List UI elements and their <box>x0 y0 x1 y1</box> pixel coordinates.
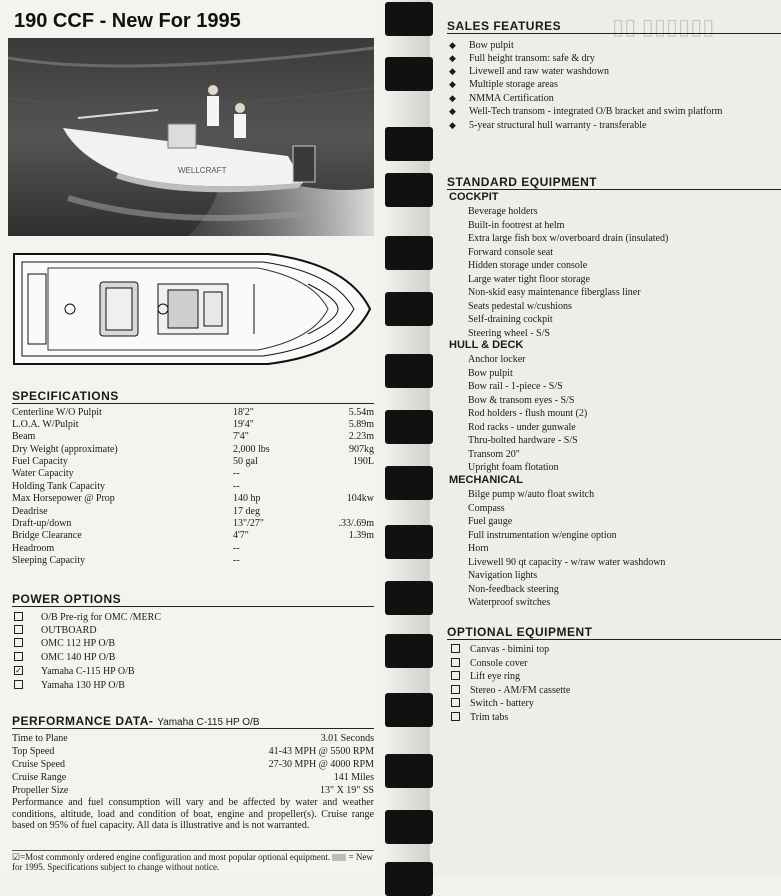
spec-imperial: 140 hp <box>233 493 261 504</box>
deck-plan-drawing <box>8 244 374 374</box>
mechanical-heading: MECHANICAL <box>449 474 523 486</box>
optional-item-label: Stereo - AM/FM cassette <box>470 685 571 696</box>
hull-name-text: WELLCRAFT <box>178 166 227 175</box>
performance-value: 13" X 19" SS <box>319 785 374 796</box>
checkbox <box>451 658 460 667</box>
checkbox <box>14 638 23 647</box>
spec-row <box>12 493 374 504</box>
specifications-heading: SPECIFICATIONS <box>12 389 374 404</box>
bullet-icon: ◆ <box>449 40 456 50</box>
list-item: Upright foam flotation <box>468 462 559 473</box>
deck-plan-image <box>8 244 374 374</box>
list-item: Extra large fish box w/overboard drain (insulated) <box>468 233 669 244</box>
boat-photo <box>8 38 374 236</box>
spec-imperial: 19'4" <box>233 419 254 430</box>
binding-ring <box>385 2 433 36</box>
power-option <box>14 652 115 664</box>
performance-value: 3.01 Seconds <box>320 733 374 744</box>
spec-row <box>12 407 374 418</box>
binding-ring <box>385 754 433 788</box>
power-option <box>14 680 125 692</box>
list-item: Full instrumentation w/engine option <box>468 530 617 541</box>
checkbox <box>451 671 460 680</box>
list-item: Non-skid easy maintenance fiberglass liner <box>468 287 641 298</box>
performance-row <box>12 733 374 745</box>
optional-item <box>451 670 520 683</box>
performance-label: Top Speed <box>12 746 55 757</box>
performance-label: Time to Plane <box>12 733 68 744</box>
spec-metric: 2.23m <box>348 431 374 442</box>
power-option-label: OUTBOARD <box>41 625 97 636</box>
list-item <box>449 65 609 78</box>
checkbox <box>14 680 23 689</box>
optional-item-label: Canvas - bimini top <box>470 644 550 655</box>
bullet-icon: ◆ <box>449 53 456 63</box>
performance-value: 141 Miles <box>333 772 374 783</box>
list-item <box>449 78 558 91</box>
binding-ring <box>385 410 433 444</box>
spec-label: Centerline W/O Pulpit <box>12 407 102 418</box>
checkbox <box>14 625 23 634</box>
optional-item <box>451 697 534 710</box>
list-item: Steering wheel - S/S <box>468 328 550 339</box>
page-title: 190 CCF - New For 1995 <box>14 10 241 32</box>
power-option <box>14 612 161 624</box>
list-item <box>449 92 554 105</box>
list-item: Anchor locker <box>468 354 526 365</box>
performance-title: PERFORMANCE DATA- <box>12 714 154 728</box>
list-item: Compass <box>468 503 505 514</box>
power-option-label: OMC 140 HP O/B <box>41 652 116 663</box>
checkbox <box>451 712 460 721</box>
list-item: Navigation lights <box>468 570 538 581</box>
spec-row <box>12 468 374 479</box>
power-option-label: Yamaha 130 HP O/B <box>41 680 125 691</box>
spec-imperial: 7'4" <box>233 431 249 442</box>
binding-ring <box>385 862 433 896</box>
performance-value: 27-30 MPH @ 4000 RPM <box>268 759 374 770</box>
footnote-text: =Most commonly ordered engine configuration and most popular optional equipment. <box>20 852 331 862</box>
checkbox <box>14 652 23 661</box>
power-options-heading: POWER OPTIONS <box>12 592 374 607</box>
checkbox <box>451 698 460 707</box>
list-item: Built-in footrest at helm <box>468 220 565 231</box>
performance-row <box>12 759 374 771</box>
spec-imperial: -- <box>233 468 240 479</box>
binding-ring <box>385 581 433 615</box>
spec-label: Sleeping Capacity <box>12 555 86 566</box>
spec-metric: 190L <box>352 456 374 467</box>
list-item: Thru-bolted hardware - S/S <box>468 435 578 446</box>
list-item-text: Full height transom: safe & dry <box>469 53 595 64</box>
list-item-text: NMMA Certification <box>469 93 554 104</box>
list-item: Bow pulpit <box>468 368 513 379</box>
spec-row <box>12 506 374 517</box>
list-item: Waterproof switches <box>468 597 551 608</box>
spec-metric: 1.39m <box>348 530 374 541</box>
list-item: Rod racks - under gunwale <box>468 422 576 433</box>
checkbox <box>451 685 460 694</box>
optional-equipment-heading: OPTIONAL EQUIPMENT <box>447 625 781 640</box>
spec-row <box>12 555 374 566</box>
performance-row <box>12 772 374 784</box>
spec-metric: 5.89m <box>348 419 374 430</box>
spec-imperial: -- <box>233 555 240 566</box>
spec-row <box>12 530 374 541</box>
performance-label: Cruise Range <box>12 772 67 783</box>
binding-ring <box>385 127 433 161</box>
spec-metric: 907kg <box>349 444 374 455</box>
list-item: Seats pedestal w/cushions <box>468 301 572 312</box>
list-item: Horn <box>468 543 489 554</box>
binding-ring <box>385 292 433 326</box>
spec-label: Water Capacity <box>12 468 74 479</box>
list-item: Non-feedback steering <box>468 584 559 595</box>
binding-ring <box>385 693 433 727</box>
binding-ring <box>385 525 433 559</box>
checkbox-checked: ✓ <box>15 666 22 676</box>
spec-label: Deadrise <box>12 506 48 517</box>
list-item-text: Multiple storage areas <box>469 79 558 90</box>
spec-label: Bridge Clearance <box>12 530 82 541</box>
bullet-icon: ◆ <box>449 120 456 130</box>
binding-ring <box>385 173 433 207</box>
list-item-text: Well-Tech transom - integrated O/B bracket and swim platform <box>469 106 723 117</box>
optional-item <box>451 643 549 656</box>
checkmark-icon: ☑ <box>12 852 21 862</box>
binding-ring <box>385 634 433 668</box>
standard-equipment-heading: STANDARD EQUIPMENT <box>447 175 781 190</box>
spec-label: Dry Weight (approximate) <box>12 444 118 455</box>
spec-imperial: 50 gal <box>233 456 258 467</box>
spec-imperial: -- <box>233 481 240 492</box>
spec-label: Beam <box>12 431 36 442</box>
spec-row <box>12 543 374 554</box>
sales-features-heading: SALES FEATURES <box>447 19 781 34</box>
list-item: Fuel gauge <box>468 516 513 527</box>
performance-disclaimer: Performance and fuel consumption will vary and be affected by water and weather conditions, altitude, load and condition of boat, engine and propeller(s). Cruise range based on 95% of fuel capacity. All data is illustrative and is not warranted. <box>12 797 374 831</box>
performance-row <box>12 785 374 797</box>
list-item: Livewell 90 qt capacity - w/raw water washdown <box>468 557 666 568</box>
performance-row <box>12 746 374 758</box>
binding-ring <box>385 236 433 270</box>
list-item: Transom 20" <box>468 449 520 460</box>
spec-row <box>12 431 374 442</box>
spec-label: Headroom <box>12 543 55 554</box>
power-option <box>14 625 97 637</box>
list-item: Bow rail - 1-piece - S/S <box>468 381 563 392</box>
bullet-icon: ◆ <box>449 79 456 89</box>
list-item: Beverage holders <box>468 206 538 217</box>
list-item-text: Livewell and raw water washdown <box>469 66 609 77</box>
spec-row <box>12 456 374 467</box>
list-item <box>449 52 595 65</box>
spec-label: L.O.A. W/Pulpit <box>12 419 79 430</box>
binding-ring <box>385 354 433 388</box>
list-item: Forward console seat <box>468 247 553 258</box>
spec-row <box>12 419 374 430</box>
spec-metric: 5.54m <box>348 407 374 418</box>
list-item: Large water tight floor storage <box>468 274 590 285</box>
spec-imperial: 4'7" <box>233 530 249 541</box>
spec-label: Draft-up/down <box>12 518 72 529</box>
spec-imperial: 13"/27" <box>233 518 264 529</box>
power-option <box>14 666 135 678</box>
spec-label: Fuel Capacity <box>12 456 68 467</box>
performance-heading <box>12 714 374 729</box>
bullet-icon: ◆ <box>449 106 456 116</box>
optional-item-label: Lift eye ring <box>470 671 520 682</box>
spec-imperial: 17 deg <box>233 506 260 517</box>
list-item: Hidden storage under console <box>468 260 588 271</box>
list-item <box>449 39 514 52</box>
bullet-icon: ◆ <box>449 66 456 76</box>
performance-value: 41-43 MPH @ 5500 RPM <box>268 746 374 757</box>
footnote-text-new: = New for 1995. Specifications subject to change without notice. <box>12 852 373 872</box>
bleed-through-text: ▯▯ ▯▯▯▯▯▯ <box>612 14 715 39</box>
list-item <box>449 105 722 118</box>
optional-item-label: Trim tabs <box>470 712 509 723</box>
spec-row <box>12 444 374 455</box>
spec-metric: .33/.69m <box>338 518 374 529</box>
spec-imperial: -- <box>233 543 240 554</box>
cockpit-heading: COCKPIT <box>449 191 499 203</box>
spec-label: Holding Tank Capacity <box>12 481 105 492</box>
performance-label: Cruise Speed <box>12 759 66 770</box>
power-option-label: OMC 112 HP O/B <box>41 638 115 649</box>
performance-engine: Yamaha C-115 HP O/B <box>157 717 260 728</box>
list-item: Rod holders - flush mount (2) <box>468 408 588 419</box>
spec-row <box>12 518 374 529</box>
optional-item <box>451 684 570 697</box>
optional-item-label: Console cover <box>470 658 528 669</box>
spec-row <box>12 481 374 492</box>
hull-deck-heading: HULL & DECK <box>449 339 524 351</box>
binding-ring <box>385 466 433 500</box>
list-item: Self-draining cockpit <box>468 314 553 325</box>
bullet-icon: ◆ <box>449 93 456 103</box>
list-item: Bow & transom eyes - S/S <box>468 395 575 406</box>
list-item <box>449 119 646 132</box>
spec-label: Max Horsepower @ Prop <box>12 493 115 504</box>
list-item-text: 5-year structural hull warranty - transferable <box>469 120 647 131</box>
footnote <box>12 850 374 872</box>
spec-imperial: 18'2" <box>233 407 254 418</box>
power-option-label: O/B Pre-rig for OMC /MERC <box>41 612 161 623</box>
new-for-1995-swatch <box>332 854 346 861</box>
binding-ring <box>385 57 433 91</box>
list-item: Bilge pump w/auto float switch <box>468 489 595 500</box>
power-option-label: Yamaha C-115 HP O/B <box>41 666 135 677</box>
performance-label: Propeller Size <box>12 785 69 796</box>
checkbox <box>14 612 23 621</box>
power-option <box>14 638 115 650</box>
spec-metric: 104kw <box>346 493 374 504</box>
list-item-text: Bow pulpit <box>469 40 514 51</box>
binding-ring <box>385 810 433 844</box>
checkbox <box>451 644 460 653</box>
spec-imperial: 2,000 lbs <box>233 444 270 455</box>
optional-item <box>451 657 528 670</box>
optional-item <box>451 711 508 724</box>
boat-photo-image <box>8 38 374 236</box>
optional-item-label: Switch - battery <box>470 698 534 709</box>
